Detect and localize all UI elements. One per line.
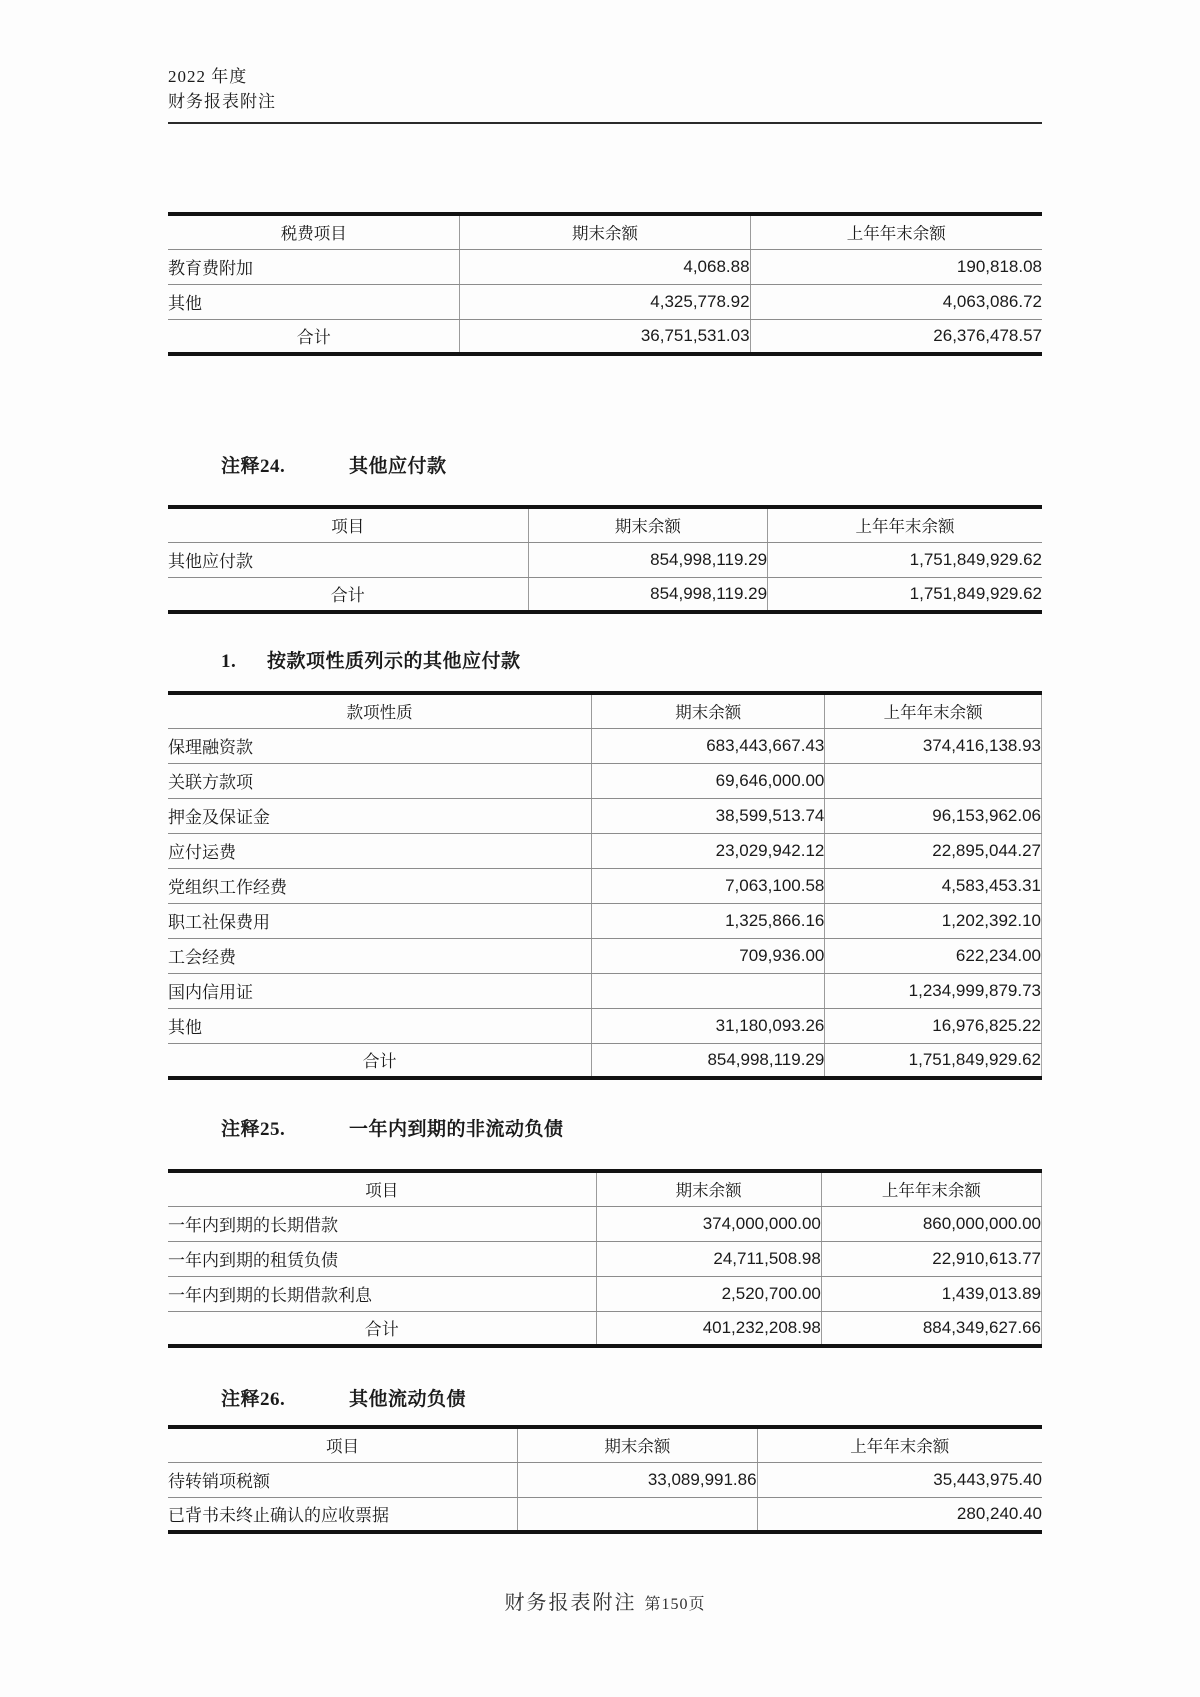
row-label: 职工社保费用	[168, 903, 592, 938]
row-label: 一年内到期的长期借款利息	[168, 1276, 596, 1311]
prior-balance: 35,443,975.40	[757, 1462, 1042, 1497]
column-header-item: 项目	[168, 1171, 596, 1206]
table-row	[168, 1008, 1042, 1043]
table-row	[168, 542, 1042, 577]
note25-number: 注释25.	[221, 1119, 286, 1140]
column-header-current: 期末余额	[596, 1171, 821, 1206]
current-balance	[518, 1497, 757, 1532]
prior-balance: 374,416,138.93	[825, 728, 1042, 763]
document-page	[168, 0, 1042, 1615]
table-row	[168, 798, 1042, 833]
note26-title: 其他流动负债	[349, 1389, 467, 1410]
row-label: 党组织工作经费	[168, 868, 592, 903]
row-label: 一年内到期的长期借款	[168, 1206, 596, 1241]
prior-balance	[825, 763, 1042, 798]
row-label: 应付运费	[168, 833, 592, 868]
table-header-row	[168, 214, 1042, 249]
current-balance: 69,646,000.00	[592, 763, 825, 798]
row-label: 待转销项税额	[168, 1462, 518, 1497]
note24-subsection-heading	[168, 646, 1042, 673]
row-label: 合计	[362, 1052, 397, 1072]
prior-balance: 884,349,627.66	[821, 1311, 1041, 1346]
table-row	[168, 938, 1042, 973]
row-label: 合计	[296, 328, 331, 348]
row-label: 教育费附加	[168, 249, 460, 284]
prior-balance: 622,234.00	[825, 938, 1042, 973]
current-balance: 4,068.88	[460, 249, 750, 284]
prior-balance: 1,234,999,879.73	[825, 973, 1042, 1008]
table-row	[168, 1462, 1042, 1497]
total-row	[168, 577, 1042, 612]
current-balance: 33,089,991.86	[518, 1462, 757, 1497]
current-balance: 7,063,100.58	[592, 868, 825, 903]
column-header-prior: 上年年末余额	[768, 507, 1042, 542]
footer-page-number: 第150页	[644, 1596, 706, 1613]
table-row	[168, 763, 1042, 798]
current-balance: 1,325,866.16	[592, 903, 825, 938]
column-header-item: 项目	[168, 507, 528, 542]
prior-balance: 1,751,849,929.62	[768, 542, 1042, 577]
subsection-number: 1.	[221, 651, 237, 672]
note26-number: 注释26.	[221, 1389, 286, 1410]
prior-balance: 4,063,086.72	[750, 284, 1042, 319]
current-balance: 401,232,208.98	[596, 1311, 821, 1346]
column-header-current: 期末余额	[518, 1427, 757, 1462]
current-balance: 23,029,942.12	[592, 833, 825, 868]
current-balance: 683,443,667.43	[592, 728, 825, 763]
row-label: 关联方款项	[168, 763, 592, 798]
column-header-current: 期末余额	[592, 693, 825, 728]
table-row	[168, 1206, 1042, 1241]
prior-balance: 1,751,849,929.62	[768, 577, 1042, 612]
prior-balance: 280,240.40	[757, 1497, 1042, 1532]
footer-title: 财务报表附注	[504, 1592, 637, 1614]
table-row	[168, 833, 1042, 868]
table-row	[168, 1497, 1042, 1532]
total-row	[168, 1311, 1042, 1346]
prior-balance: 1,751,849,929.62	[825, 1043, 1042, 1078]
table-header-row	[168, 507, 1042, 542]
column-header-current: 期末余额	[528, 507, 767, 542]
row-label: 合计	[364, 1320, 399, 1340]
row-label: 一年内到期的租赁负债	[168, 1241, 596, 1276]
note25-heading	[168, 1114, 1042, 1141]
current-balance: 24,711,508.98	[596, 1241, 821, 1276]
other-payables-table	[168, 505, 1042, 614]
column-header-item: 项目	[168, 1427, 518, 1462]
prior-balance: 4,583,453.31	[825, 868, 1042, 903]
table-row	[168, 249, 1042, 284]
current-balance: 31,180,093.26	[592, 1008, 825, 1043]
row-label: 其他	[168, 284, 460, 319]
column-header-item: 款项性质	[168, 693, 592, 728]
report-year: 2022 年度	[168, 67, 248, 86]
table-row	[168, 728, 1042, 763]
total-row	[168, 319, 1042, 354]
noncurrent-liabilities-due-table	[168, 1169, 1042, 1348]
current-balance: 4,325,778.92	[460, 284, 750, 319]
column-header-prior: 上年年末余额	[825, 693, 1042, 728]
total-row	[168, 1043, 1042, 1078]
row-label: 国内信用证	[168, 973, 592, 1008]
current-balance: 854,998,119.29	[592, 1043, 825, 1078]
tax-surcharge-table	[168, 212, 1042, 356]
table-header-row	[168, 693, 1042, 728]
current-balance: 709,936.00	[592, 938, 825, 973]
note24-number: 注释24.	[221, 456, 286, 477]
current-balance: 374,000,000.00	[596, 1206, 821, 1241]
prior-balance: 26,376,478.57	[750, 319, 1042, 354]
prior-balance: 860,000,000.00	[821, 1206, 1041, 1241]
page-footer	[168, 1586, 1042, 1615]
other-current-liabilities-table	[168, 1425, 1042, 1534]
current-balance: 2,520,700.00	[596, 1276, 821, 1311]
table-row	[168, 868, 1042, 903]
row-label: 合计	[330, 586, 365, 606]
row-label: 押金及保证金	[168, 798, 592, 833]
subsection-title: 按款项性质列示的其他应付款	[267, 651, 521, 672]
prior-balance: 1,439,013.89	[821, 1276, 1041, 1311]
row-label: 已背书未终止确认的应收票据	[168, 1506, 389, 1526]
prior-balance: 96,153,962.06	[825, 798, 1042, 833]
table-row	[168, 284, 1042, 319]
column-header-prior: 上年年末余额	[757, 1427, 1042, 1462]
row-label: 其他应付款	[168, 542, 528, 577]
current-balance: 38,599,513.74	[592, 798, 825, 833]
row-label: 保理融资款	[168, 728, 592, 763]
table-row	[168, 973, 1042, 1008]
note24-title: 其他应付款	[349, 456, 447, 477]
column-header-prior: 上年年末余额	[750, 214, 1042, 249]
column-header-item: 税费项目	[168, 214, 460, 249]
table-row	[168, 903, 1042, 938]
column-header-prior: 上年年末余额	[821, 1171, 1041, 1206]
table-header-row	[168, 1427, 1042, 1462]
report-title: 财务报表附注	[168, 92, 276, 111]
current-balance	[592, 973, 825, 1008]
prior-balance: 1,202,392.10	[825, 903, 1042, 938]
row-label: 其他	[168, 1008, 592, 1043]
note24-heading	[168, 451, 1042, 478]
prior-balance: 190,818.08	[750, 249, 1042, 284]
prior-balance: 22,895,044.27	[825, 833, 1042, 868]
current-balance: 36,751,531.03	[460, 319, 750, 354]
table-header-row	[168, 1171, 1042, 1206]
note25-title: 一年内到期的非流动负债	[349, 1119, 564, 1140]
column-header-current: 期末余额	[460, 214, 750, 249]
page-header	[168, 0, 1042, 124]
current-balance: 854,998,119.29	[528, 542, 767, 577]
table-row	[168, 1276, 1042, 1311]
prior-balance: 22,910,613.77	[821, 1241, 1041, 1276]
table-row	[168, 1241, 1042, 1276]
prior-balance: 16,976,825.22	[825, 1008, 1042, 1043]
note26-heading	[168, 1384, 1042, 1411]
payables-by-nature-table	[168, 691, 1042, 1080]
current-balance: 854,998,119.29	[528, 577, 767, 612]
row-label: 工会经费	[168, 938, 592, 973]
